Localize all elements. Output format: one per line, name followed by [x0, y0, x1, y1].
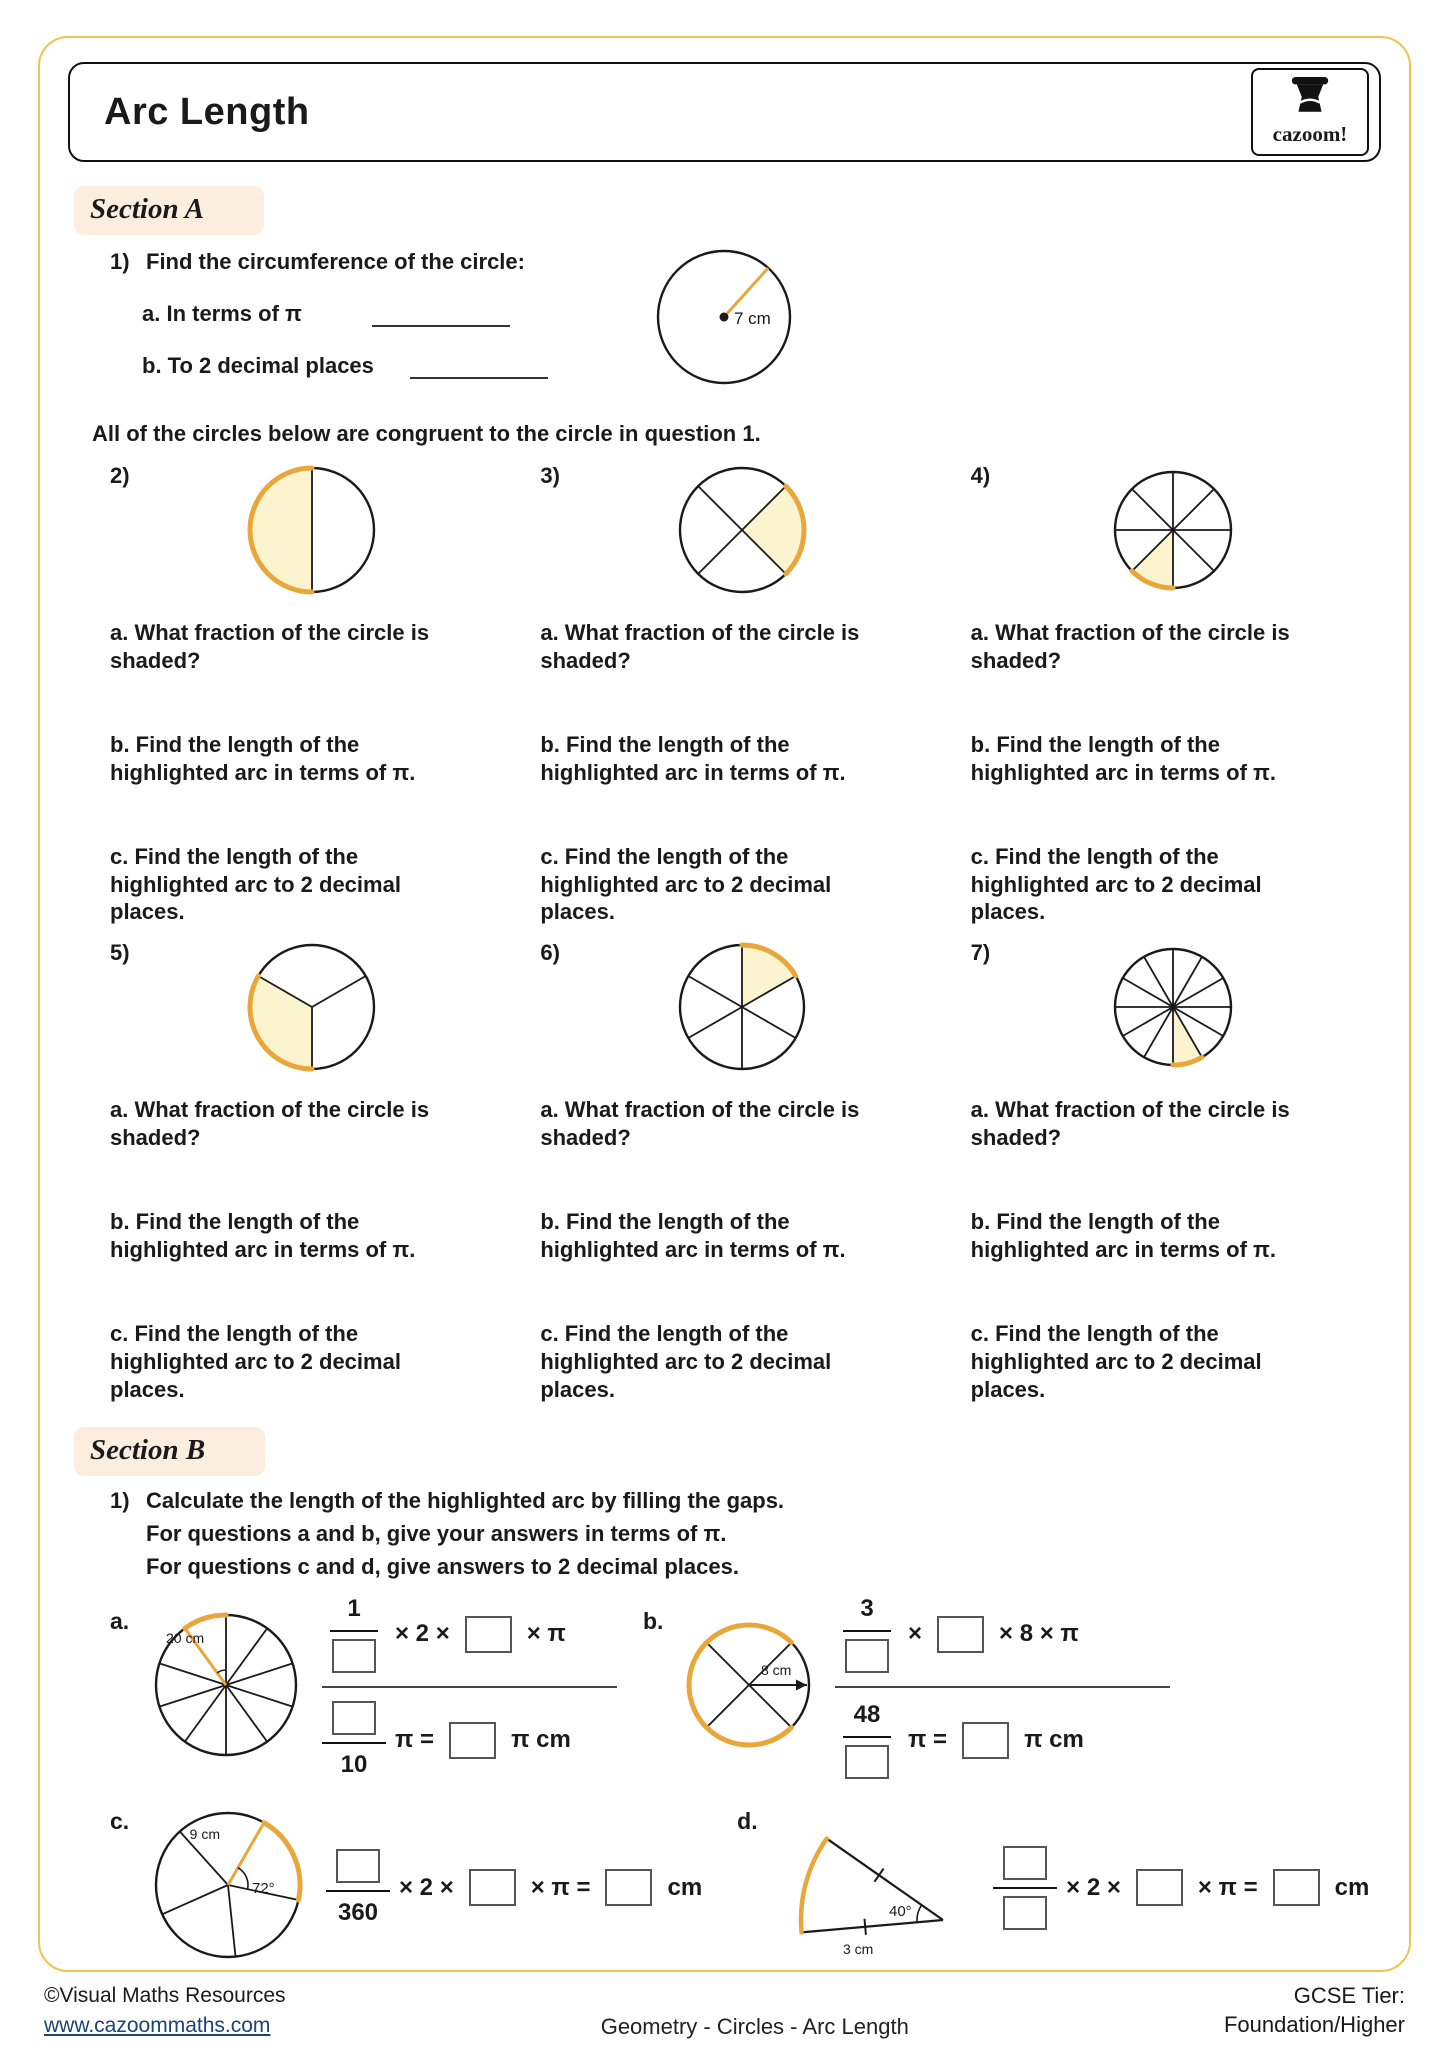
website-link[interactable]: www.cazoommaths.com — [44, 2013, 271, 2037]
copyright-text: ©Visual Maths Resources — [44, 1984, 286, 2008]
fraction — [835, 1594, 899, 1674]
cazoom-logo — [1251, 68, 1369, 156]
math-operator: π = — [908, 1726, 948, 1754]
part-label-b: b. — [643, 1608, 664, 1635]
math-operator: cm — [667, 1873, 703, 1901]
svg-text:9 cm: 9 cm — [189, 1826, 220, 1843]
congruent-note: All of the circles below are congruent to the circle in question 1. — [92, 421, 761, 446]
question-number: 1) — [110, 1488, 130, 1514]
math-operator: × 2 × — [395, 1620, 450, 1648]
fraction-denominator: 360 — [337, 1898, 379, 1926]
circle-diagram-q5 — [242, 937, 382, 1082]
subquestion-a: a. What fraction of the circle is shaded? — [110, 620, 430, 673]
fraction — [993, 1845, 1057, 1931]
question-card-6 — [540, 934, 944, 1403]
subquestion-b: b. Find the length of the highlighted arc in terms of π. — [540, 732, 846, 785]
answer-box[interactable] — [1136, 1869, 1183, 1906]
part-label-a: a. — [110, 1608, 130, 1635]
answer-box[interactable] — [1003, 1846, 1047, 1880]
math-operator: × 2 × — [1066, 1873, 1121, 1901]
subquestion-c: c. Find the length of the highlighted arc to 2 decimal places. — [970, 844, 1262, 925]
math-operator: × π = — [530, 1873, 591, 1901]
subquestion-a: a. What fraction of the circle is shaded? — [540, 1097, 860, 1150]
answer-box[interactable] — [332, 1701, 376, 1735]
question-card-5 — [110, 934, 514, 1403]
logo-text: cazoom! — [1272, 122, 1348, 146]
circle-diagram-q3 — [672, 460, 812, 605]
subquestion-a: a. What fraction of the circle is shaded? — [970, 620, 1290, 673]
subquestion-c: c. Find the length of the highlighted arc to 2 decimal places. — [970, 1321, 1262, 1402]
answer-box[interactable] — [962, 1722, 1009, 1759]
question-number: 7) — [970, 940, 991, 966]
subquestion-c: c. Find the length of the highlighted arc to 2 decimal places. — [110, 844, 401, 925]
circle-diagram-part-b — [681, 1617, 817, 1758]
circle-diagram-q7 — [1107, 941, 1239, 1078]
fraction-numerator: 1 — [330, 1594, 378, 1632]
math-operator: π cm — [1024, 1726, 1084, 1754]
answer-line-a[interactable] — [372, 303, 510, 327]
answer-box[interactable] — [845, 1639, 889, 1673]
page-footer — [44, 1981, 1405, 2040]
answer-box[interactable] — [1003, 1896, 1047, 1930]
answer-box[interactable] — [449, 1722, 496, 1759]
answer-box[interactable] — [332, 1639, 376, 1673]
section-b-row-1 — [110, 1594, 1381, 1780]
subquestion-a: a. What fraction of the circle is shaded? — [110, 1097, 430, 1150]
section-a-heading: Section A — [74, 186, 264, 235]
subquestion-a: a. What fraction of the circle is shaded? — [540, 620, 860, 673]
svg-text:3 cm: 3 cm — [843, 1941, 874, 1958]
circle-diagram-part-c — [148, 1805, 308, 1970]
question-number: 3) — [540, 463, 560, 488]
instruction-line: For questions a and b, give your answers in terms of π. — [146, 1521, 727, 1547]
circle-diagram-q2 — [242, 460, 382, 605]
cazoom-drum-icon — [1290, 77, 1330, 120]
question-number: 1) — [110, 249, 130, 274]
question-1 — [110, 249, 1381, 417]
svg-text:72°: 72° — [252, 1880, 275, 1898]
question-card-2 — [110, 457, 514, 926]
math-operator: π = — [395, 1726, 435, 1754]
circle-diagram-part-a — [148, 1607, 304, 1768]
math-operator: × — [908, 1620, 923, 1648]
part-label-c: c. — [110, 1808, 130, 1835]
svg-text:8 cm: 8 cm — [761, 1661, 792, 1678]
subquestion-b: b. Find the length of the highlighted arc in terms of π. — [970, 732, 1276, 785]
formula-part-d — [993, 1845, 1378, 1931]
svg-text:20 cm: 20 cm — [166, 1629, 205, 1646]
math-operator: cm — [1334, 1873, 1370, 1901]
subquestion-b: b. Find the length of the highlighted arc in terms of π. — [970, 1209, 1276, 1262]
section-b-row-2 — [110, 1794, 1381, 1981]
worksheet-category: Geometry - Circles - Arc Length — [600, 2014, 909, 2039]
question-card-3 — [540, 457, 944, 926]
subquestion-b: b. Find the length of the highlighted arc in terms of π. — [110, 732, 416, 785]
part-a-label: a. In terms of π — [142, 301, 302, 326]
worksheet-page — [38, 36, 1411, 1972]
section-b-heading: Section B — [74, 1427, 265, 1476]
question-card-7 — [971, 934, 1375, 1403]
answer-box[interactable] — [469, 1869, 516, 1906]
question-row-2 — [110, 934, 1375, 1403]
question-number: 2) — [110, 463, 130, 488]
answer-box[interactable] — [605, 1869, 652, 1906]
section-b-question-1 — [110, 1488, 1381, 1580]
part-label-d: d. — [737, 1808, 758, 1835]
worksheet-header — [68, 62, 1381, 162]
fraction-denominator: 10 — [340, 1751, 368, 1779]
instruction-line: For questions c and d, give answers to 2 decimal places. — [146, 1554, 739, 1580]
math-operator: × π — [526, 1620, 566, 1648]
page-title: Arc Length — [104, 90, 310, 133]
gcse-tier-label: GCSE Tier: — [1293, 1982, 1405, 2008]
fraction — [835, 1700, 899, 1780]
fraction-numerator: 3 — [843, 1594, 891, 1632]
working-line — [322, 1686, 617, 1688]
subquestion-a: a. What fraction of the circle is shaded? — [970, 1097, 1290, 1150]
answer-line-b[interactable] — [410, 355, 548, 379]
question-row-1 — [110, 457, 1375, 926]
fraction — [322, 1594, 386, 1674]
question-prompt: Find the circumference of the circle: — [146, 249, 525, 274]
fraction — [322, 1700, 386, 1780]
answer-box[interactable] — [845, 1745, 889, 1779]
math-operator: × π = — [1197, 1873, 1258, 1901]
question-number: 4) — [970, 463, 991, 488]
math-operator: × 8 × π — [999, 1620, 1079, 1648]
answer-box[interactable] — [465, 1616, 512, 1653]
fraction-numerator: 48 — [843, 1700, 891, 1738]
question-number: 6) — [540, 940, 560, 966]
part-b-label: b. To 2 decimal places — [142, 353, 374, 378]
question-number: 5) — [110, 940, 130, 966]
subquestion-b: b. Find the length of the highlighted arc in terms of π. — [540, 1209, 846, 1262]
svg-text:40°: 40° — [889, 1903, 912, 1921]
answer-box[interactable] — [1273, 1869, 1320, 1906]
math-operator: π cm — [511, 1726, 571, 1754]
gcse-tier-value: Foundation/Higher — [1223, 2012, 1405, 2038]
subquestion-c: c. Find the length of the highlighted arc to 2 decimal places. — [540, 1321, 832, 1402]
answer-box[interactable] — [937, 1616, 984, 1653]
circle-diagram-q1 — [650, 243, 798, 396]
answer-box[interactable] — [336, 1849, 380, 1883]
circle-diagram-q4 — [1107, 464, 1239, 601]
subquestion-c: c. Find the length of the highlighted arc to 2 decimal places. — [540, 844, 832, 925]
fraction — [326, 1848, 390, 1928]
svg-text:7 cm: 7 cm — [734, 309, 771, 328]
sector-diagram-part-d — [775, 1794, 975, 1981]
working-line — [835, 1686, 1170, 1688]
subquestion-c: c. Find the length of the highlighted arc to 2 decimal places. — [110, 1321, 401, 1402]
formula-part-c — [326, 1848, 711, 1928]
question-prompt: Calculate the length of the highlighted arc by filling the gaps. — [146, 1488, 785, 1514]
math-operator: × 2 × — [399, 1873, 454, 1901]
question-card-4 — [971, 457, 1375, 926]
circle-diagram-q6 — [672, 937, 812, 1082]
subquestion-b: b. Find the length of the highlighted arc in terms of π. — [110, 1209, 416, 1262]
formula-part-b — [835, 1594, 1170, 1780]
formula-part-a — [322, 1594, 617, 1780]
